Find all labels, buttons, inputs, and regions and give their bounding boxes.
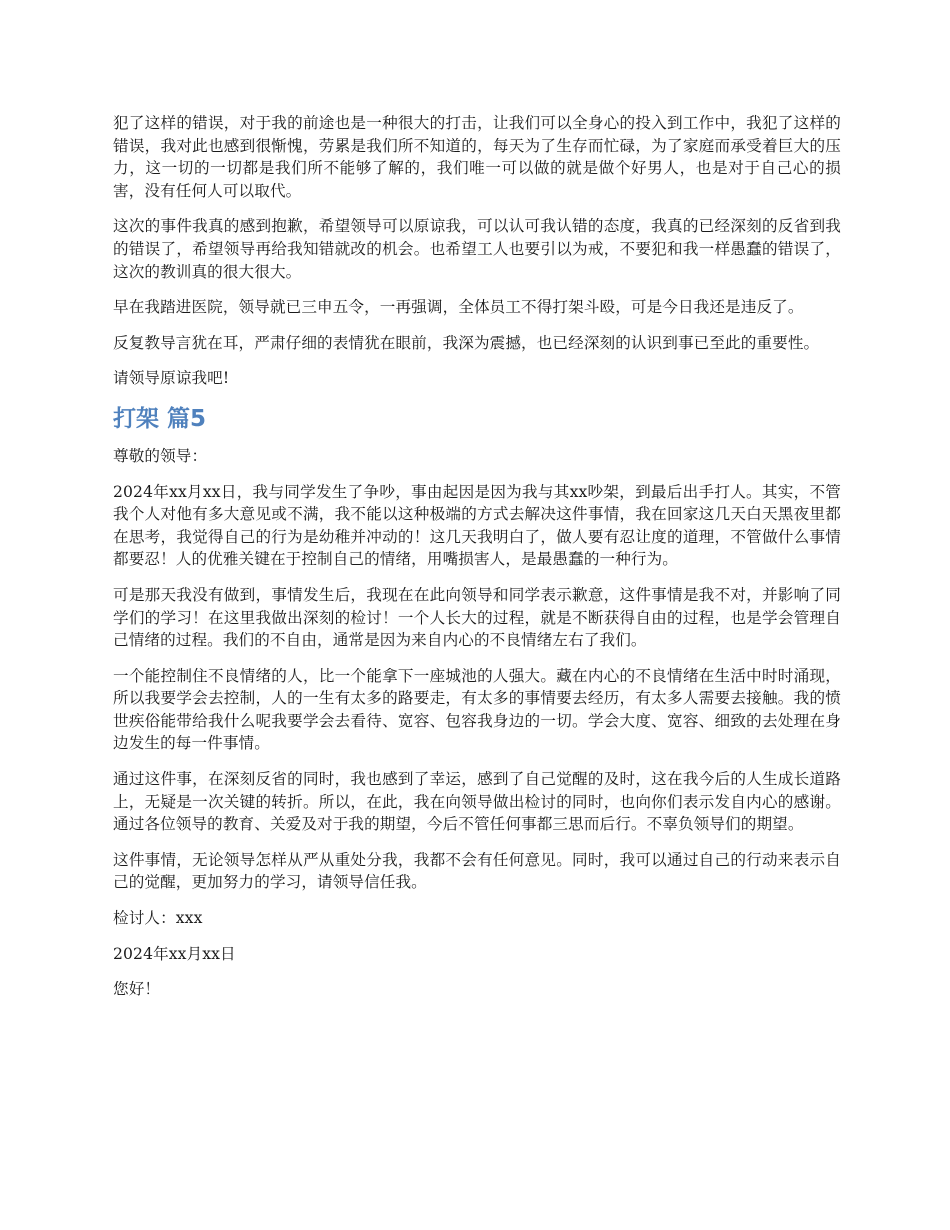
paragraph-intro-2: 这次的事件我真的感到抱歉，希望领导可以原谅我，可以认可我认错的态度，我真的已经深刻的反省到我的错误了，希望领导再给我知错就改的机会。也希望工人也要引以为戒，不要犯和我一样愚蠢的错误了，这次的教训真的很大很大。 bbox=[113, 217, 841, 281]
paragraph-body-3: 一个能控制住不良情绪的人，比一个能拿下一座城池的人强大。藏在内心的不良情绪在生活中时时涌现，所以我要学会去控制，人的一生有太多的路要走，有太多的事情要去经历，有太多人需要去接触。我的愤世疾俗能带给我什么呢我要学会去看待、宽容、包容我身边的一切。学会大度、宽容、细致的去处理在身边发生的每一件事情。 bbox=[113, 666, 841, 753]
paragraph-intro-5: 请领导原谅我吧! bbox=[113, 369, 230, 388]
paragraph-body-2: 可是那天我没有做到，事情发生后，我现在在此向领导和同学表示歉意，这件事情是我不对，并影响了同学们的学习！在这里我做出深刻的检讨！一个人长大的过程，就是不断获得自由的过程，也是学会管理自己情绪的过程。我们的不自由，通常是因为来自内心的不良情绪左右了我们。 bbox=[113, 585, 841, 650]
date-line: 2024年xx月xx日 bbox=[113, 944, 236, 963]
paragraph-intro-1: 犯了这样的错误，对于我的前途也是一种很大的打击，让我们可以全身心的投入到工作中，我犯了这样的错误，我对此也感到很惭愧，劳累是我们所不知道的，每天为了生存而忙碌，为了家庭而承受着巨大的压力，这一切的一切都是我们所不能够了解的，我们唯一可以做的就是做个好男人，也是对于自己心的损害，没有任何人可以取代。 bbox=[113, 114, 841, 200]
paragraph-body-1: 2024年xx月xx日，我与同学发生了争吵，事由起因是因为我与其xx吵架，到最后出手打人。其实，不管我个人对他有多大意见或不满，我不能以这种极端的方式去解决这件事情，我在回家这几天白天黑夜里都在思考，我觉得自己的行为是幼稚并冲动的！这几天我明白了，做人要有忍让度的道理，不管做什么事情都要忍！人的优雅关键在于控制自己的情绪，用嘴损害人，是最愚蠢的一种行为。 bbox=[113, 482, 841, 569]
section-heading: 打架 篇5 bbox=[113, 405, 207, 432]
signature-line: 检讨人：xxx bbox=[113, 909, 203, 928]
closing-greeting: 您好！ bbox=[113, 980, 161, 999]
document-page bbox=[113, 112, 841, 1014]
paragraph-body-5: 这件事情，无论领导怎样从严从重处分我，我都不会有任何意见。同时，我可以通过自己的行动来表示自己的觉醒，更加努力的学习，请领导信任我。 bbox=[113, 850, 841, 892]
paragraph-intro-4: 反复教导言犹在耳，严肃仔细的表情犹在眼前，我深为震撼，也已经深刻的认识到事已至此的重要性。 bbox=[113, 333, 820, 352]
salutation: 尊敬的领导： bbox=[113, 446, 208, 465]
paragraph-intro-3: 早在我踏进医院，领导就已三申五令，一再强调，全体员工不得打架斗殴，可是今日我还是违反了。 bbox=[113, 298, 804, 317]
paragraph-body-4: 通过这件事，在深刻反省的同时，我也感到了幸运，感到了自己觉醒的及时，这在我今后的人生成长道路上，无疑是一次关键的转折。所以，在此，我在向领导做出检讨的同时，也向你们表示发自内心的感谢。通过各位领导的教育、关爱及对于我的期望，今后不管任何事都三思而后行。不辜负领导们的期望。 bbox=[113, 770, 841, 834]
